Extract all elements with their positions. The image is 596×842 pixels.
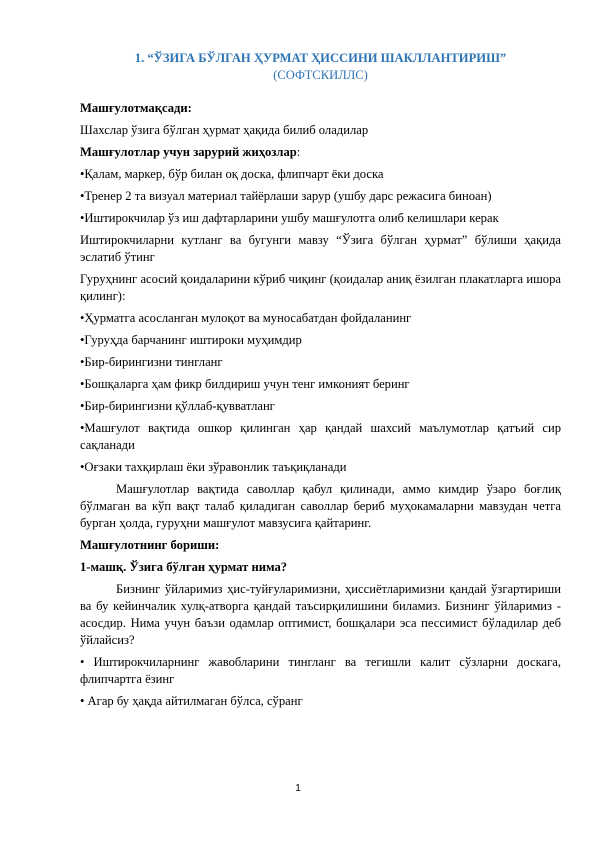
rules-intro-paragraph: Гуруҳнинг асосий қоидаларини кўриб чиқинг (қоидалар аниқ ёзилган плакатларга ишора қилинг): [80, 272, 561, 303]
rule-item: •Бир-бирингизни тингланг [80, 355, 223, 369]
rule-item: •Гуруҳда барчанинг иштироки муҳимдир [80, 333, 302, 347]
exercise-bullet: • Иштирокчиларнинг жавобларини тингланг ва тегишли калит сўзларни доскага, флипчартга ёзинг [80, 655, 561, 686]
goal-text: Шахслар ўзига бўлган ҳурмат ҳақида билиб оладилар [80, 123, 369, 137]
page-number: 1 [295, 783, 301, 794]
rule-item: •Оғзаки тахқирлаш ёки зўравонлик таъқиқланади [80, 460, 347, 474]
materials-item: •Иштирокчилар ўз иш дафтарларини ушбу машғулотга олиб келишлари керак [80, 211, 499, 225]
rule-item: •Машғулот вақтида ошкор қилинган ҳар қандай шахсий маълумотлар қатъий сир сақланади [80, 421, 561, 452]
rule-item: •Бир-бирингизни қўллаб-қувватланг [80, 399, 275, 413]
document-page [80, 50, 561, 715]
document-title: 1. “ЎЗИГА БЎЛГАН ҲУРМАТ ҲИССИНИ ШАКЛЛАНТИРИШ” [134, 51, 507, 65]
rule-item: •Ҳурматга асосланган мулоқот ва муносабатдан фойдаланинг [80, 311, 412, 325]
exercise-heading: 1-машқ. Ўзига бўлган ҳурмат нима? [80, 560, 288, 574]
title-block [80, 50, 561, 84]
progress-heading: Машғулотнинг бориши: [80, 538, 220, 552]
materials-heading: Машғулотлар учун зарурий жиҳозлар [80, 145, 297, 159]
materials-item: •Тренер 2 та визуал материал тайёрлаши зарур (ушбу дарс режасига биноан) [80, 189, 492, 203]
materials-item: •Қалам, маркер, бўр билан оқ доска, флипчарт ёки доска [80, 167, 384, 181]
questions-paragraph: Машғулотлар вақтида саволлар қабул қилинади, аммо кимдир ўзаро боғлиқ бўлмаган ва кўп вақт талаб қиладиган саволлар бериб муҳокамаларни мавзудан четга бурган ҳолда, гуруҳни машғулот мавзусига қайтаринг. [80, 482, 561, 530]
goal-heading: Машғулотмақсади: [80, 101, 192, 115]
intro-paragraph: Иштирокчиларни кутланг ва бугунги мавзу “Ўзига бўлган ҳурмат” бўлиши ҳақида эслатиб ўтинг [80, 233, 561, 264]
exercise-paragraph: Бизнинг ўйларимиз ҳис-туйғуларимизни, ҳиссиётларимизни қандай ўзгартириши ва бу кейинчалик хулқ-атворга қандай таъсирқилишини биламиз. Бизнинг ўйларимиз - асосдир. Нима учун баъзи одамлар оптимист, бошқалари эса пессимист бўладилар деб ўйлайсиз? [80, 582, 561, 647]
document-subtitle: (СОФТСКИЛЛС) [273, 68, 368, 82]
materials-heading-line [80, 144, 561, 161]
rule-item: •Бошқаларга ҳам фикр билдириш учун тенг имконият беринг [80, 377, 410, 391]
exercise-bullet: • Агар бу ҳақда айтилмаган бўлса, сўранг [80, 694, 303, 708]
materials-colon: : [296, 145, 301, 159]
